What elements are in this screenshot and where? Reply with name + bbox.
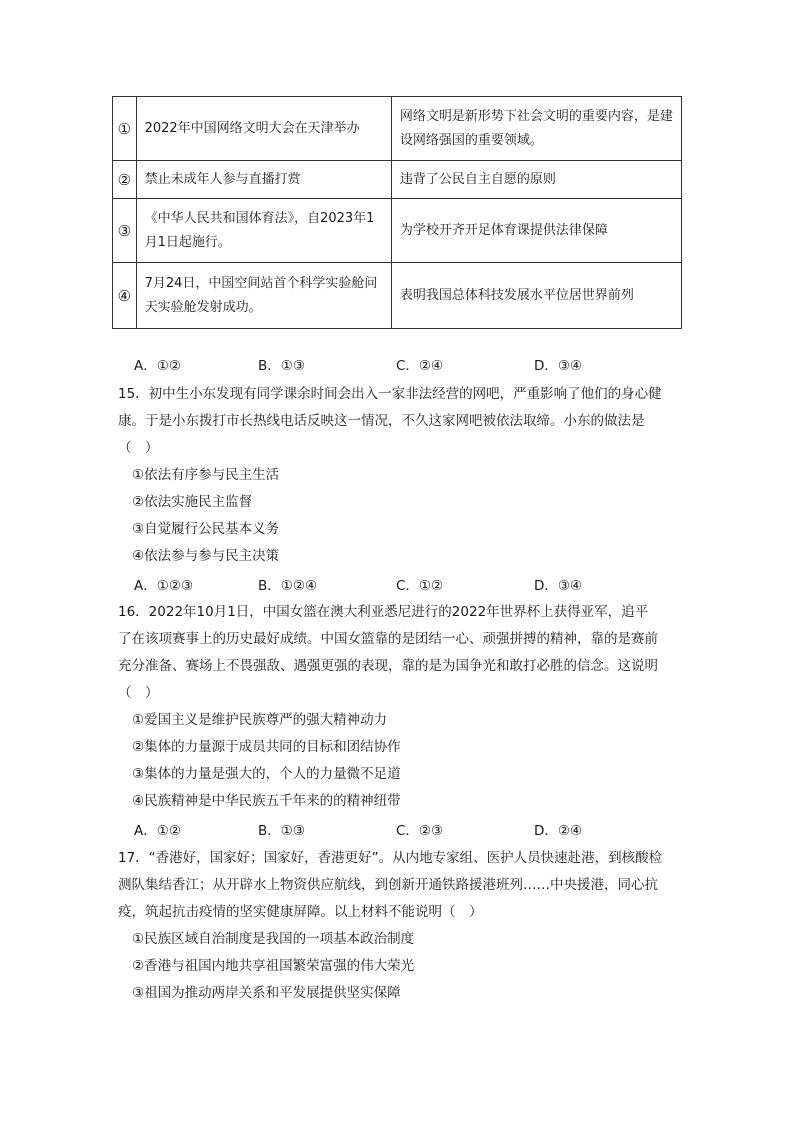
statement-option: ③自觉履行公民基本义务 [132, 521, 280, 537]
statement-option: ④依法参与参与民主决策 [132, 548, 280, 564]
answer-d[interactable]: D．③④ [534, 358, 583, 374]
question-stem: 15．初中生小东发现有同学课余时间会出入一家非法经营的网吧，严重影响了他们的身心健 [118, 386, 662, 402]
answer-c[interactable]: C．②③ [396, 823, 444, 839]
question-17 [118, 845, 688, 1007]
question-stem: 疫，筑起抗击疫情的坚实健康屏障。以上材料不能说明（ ） [118, 904, 483, 920]
question-15 [118, 381, 688, 570]
statement-option: ②集体的力量源于成员共同的目标和团结协作 [132, 739, 401, 755]
table-cell-meaning: 网络文明是新形势下社会文明的重要内容，是建设网络强国的重要领域。 [391, 97, 681, 161]
row-number: ③ [113, 199, 137, 263]
statement-option: ①依法有序参与民主生活 [132, 467, 280, 483]
answer-a[interactable]: A．①②③ [134, 578, 194, 594]
statement-option: ④民族精神是中华民族五千年来的的精神纽带 [132, 793, 401, 809]
question-stem: 康。于是小东拨打市长热线电话反映这一情况，不久这家网吧被依法取缔。小东的做法是 [118, 413, 645, 429]
q15-answer-choices [134, 575, 694, 597]
table-row [113, 161, 682, 199]
q14-answer-choices [134, 355, 694, 377]
statement-option: ②香港与祖国内地共享祖国繁荣富强的伟大荣光 [132, 958, 415, 974]
answer-b[interactable]: B．①③ [258, 358, 305, 374]
table-cell-event: 《中华人民共和国体育法》，自2023年1月1日起施行。 [136, 199, 391, 263]
answer-b[interactable]: B．①②④ [258, 578, 318, 594]
row-number: ④ [113, 263, 137, 329]
table-row [113, 263, 682, 329]
table-cell-event: 禁止未成年人参与直播打赏 [136, 161, 391, 199]
table-cell-meaning: 表明我国总体科技发展水平位居世界前列 [391, 263, 681, 329]
question-16 [118, 599, 688, 815]
answer-c[interactable]: C．②④ [396, 358, 444, 374]
statement-option: ③集体的力量是强大的，个人的力量微不足道 [132, 766, 401, 782]
answer-a[interactable]: A．①② [134, 823, 181, 839]
q16-answer-choices [134, 820, 694, 842]
statement-option: ①民族区域自治制度是我国的一项基本政治制度 [132, 931, 415, 947]
table-cell-meaning: 为学校开齐开足体育课提供法律保障 [391, 199, 681, 263]
question-stem: 16．2022年10月1日，中国女篮在澳大利亚悉尼进行的2022年世界杯上获得亚军，追平 [118, 604, 649, 620]
table-cell-event: 7月24日，中国空间站首个科学实验舱问天实验舱发射成功。 [136, 263, 391, 329]
answer-bracket: （ ） [118, 440, 159, 456]
table-row [113, 199, 682, 263]
question-stem: 了在该项赛事上的历史最好成绩。中国女篮靠的是团结一心、顽强拼搏的精神，靠的是赛前 [118, 631, 658, 647]
statement-option: ①爱国主义是维护民族尊严的强大精神动力 [132, 712, 388, 728]
answer-d[interactable]: D．③④ [534, 578, 583, 594]
question-stem: 17．“香港好，国家好；国家好，香港更好”。从内地专家组、医护人员快速赴港，到核酸检 [118, 850, 663, 866]
answer-a[interactable]: A．①② [134, 358, 181, 374]
table-cell-meaning: 违背了公民自主自愿的原则 [391, 161, 681, 199]
statement-option: ③祖国为推动两岸关系和平发展提供坚实保障 [132, 985, 401, 1001]
table-cell-event: 2022年中国网络文明大会在天津举办 [136, 97, 391, 161]
answer-b[interactable]: B．①③ [258, 823, 305, 839]
row-number: ① [113, 97, 137, 161]
answer-d[interactable]: D．②④ [534, 823, 583, 839]
answer-c[interactable]: C．①② [396, 578, 444, 594]
answer-bracket: （ ） [118, 685, 159, 701]
event-table [112, 96, 682, 329]
statement-option: ②依法实施民主监督 [132, 494, 253, 510]
question-stem: 测队集结香江；从开辟水上物资供应航线，到创新开通铁路援港班列……中央援港，同心抗 [118, 877, 658, 893]
row-number: ② [113, 161, 137, 199]
question-stem: 充分准备、赛场上不畏强敌、遇强更强的表现，靠的是为国争光和敢打必胜的信念。这说明 [118, 658, 658, 674]
table-row [113, 97, 682, 161]
